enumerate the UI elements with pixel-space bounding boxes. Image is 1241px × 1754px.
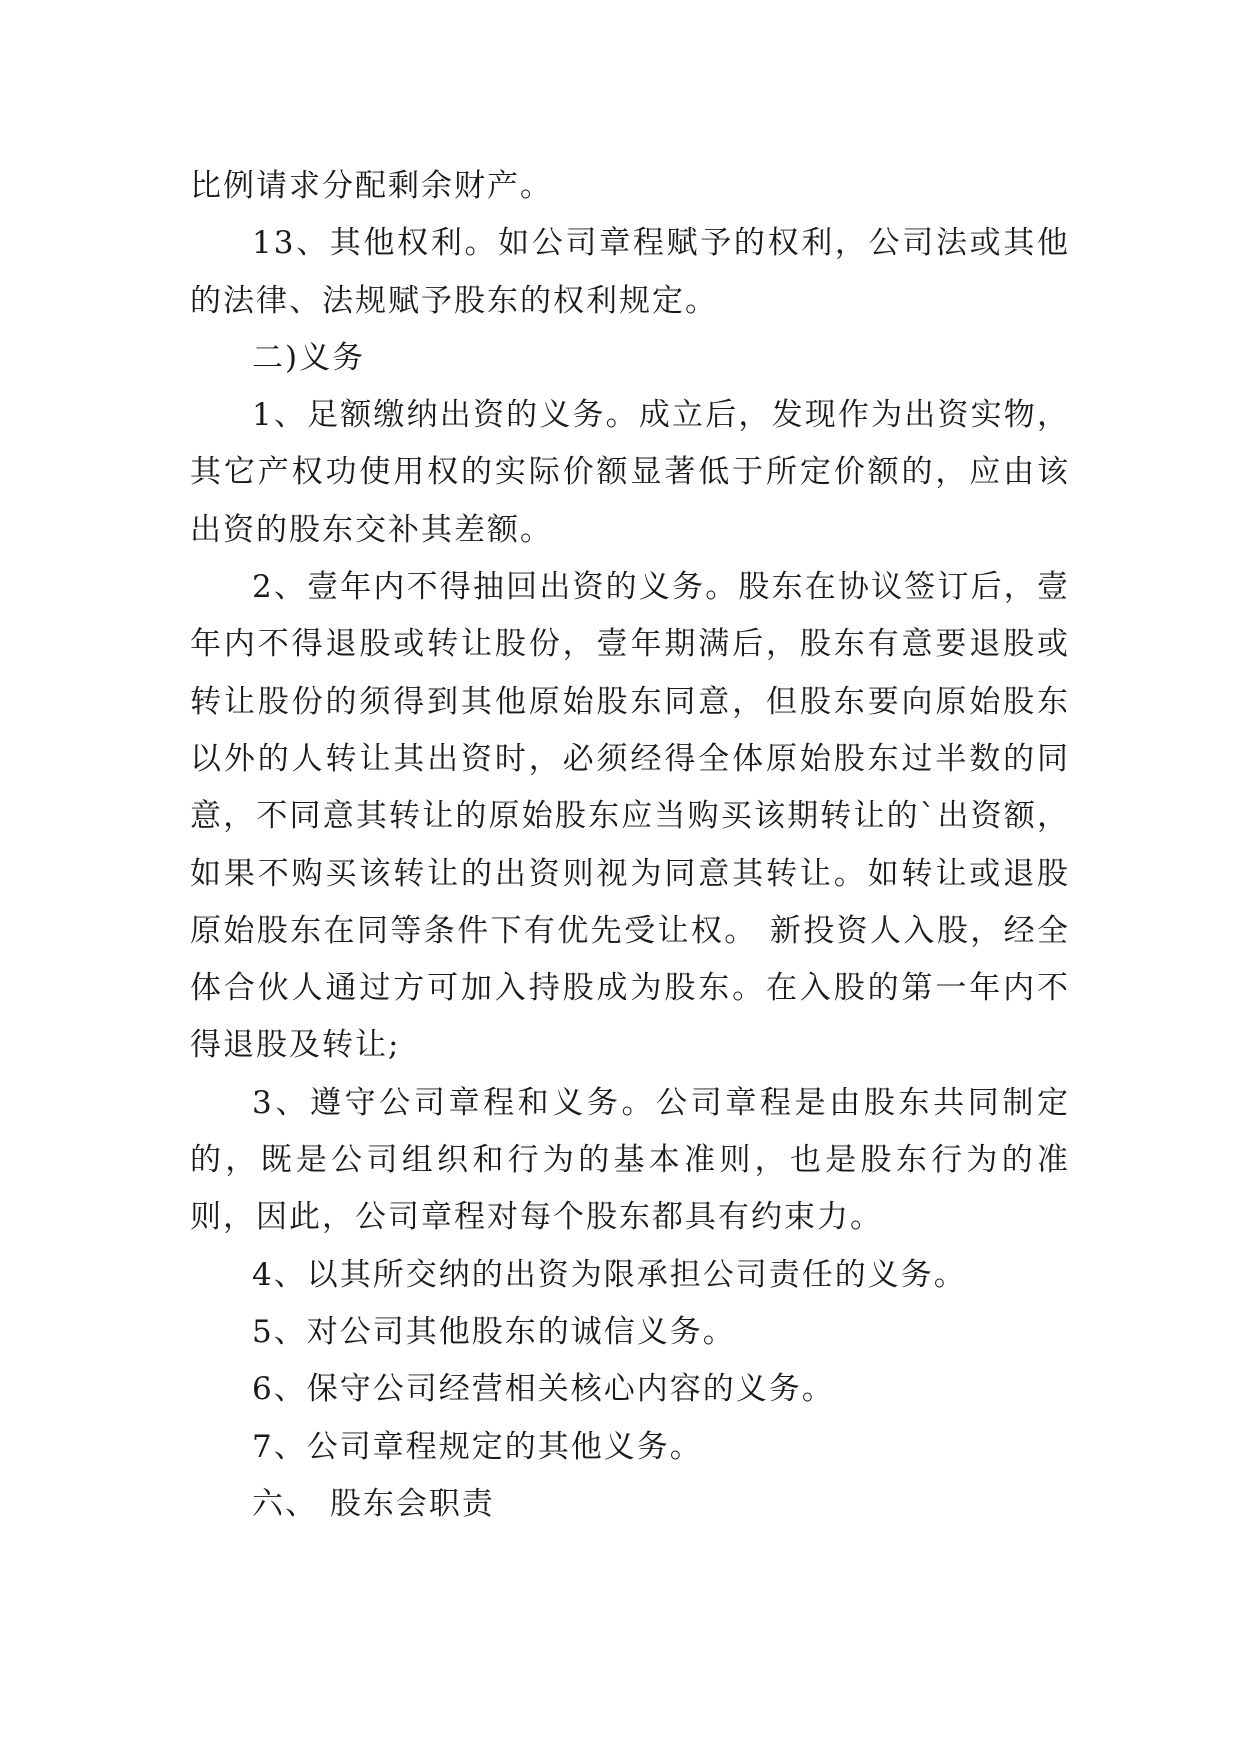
paragraph-no-withdrawal: 2、壹年内不得抽回出资的义务。股东在协议签订后，壹年内不得退股或转让股份，壹年期满后，股东有意要退股或转让股份的须得到其他原始股东同意，但股东要向原始股东以外的人转让其出资时，必须经得全体原始股东过半数的同意，不同意其转让的原始股东应当购买该期转让的`出资额，如果不购买该转让的出资则视为同意其转让。如转让或退股原始股东在同等条件下有优先受让权。 新投资人入股，经全体合伙人通过方可加入持股成为股东。在入股的第一年内不得退股及转让;	[190, 569, 1070, 1064]
paragraph-other-obligations: 7、公司章程规定的其他义务。	[252, 1428, 703, 1465]
section-heading-shareholder-meeting: 六、 股东会职责	[252, 1485, 495, 1522]
paragraph-confidentiality: 6、保守公司经营相关核心内容的义务。	[252, 1371, 835, 1408]
paragraph-remaining-property: 比例请求分配剩余财产。	[190, 168, 553, 204]
paragraph-good-faith: 5、对公司其他股东的诚信义务。	[252, 1313, 736, 1350]
paragraph-capital-contribution: 1、足额缴纳出资的义务。成立后，发现作为出资实物，其它产权功使用权的实际价额显著低于所定价额的，应由该出资的股东交补其差额。	[190, 397, 1070, 548]
document-body	[190, 158, 1070, 1533]
section-heading-obligations: 二)义务	[252, 339, 366, 376]
paragraph-other-rights: 13、其他权利。如公司章程赋予的权利，公司法或其他的法律、法规赋予股东的权利规定。	[190, 225, 1070, 319]
paragraph-articles-compliance: 3、遵守公司章程和义务。公司章程是由股东共同制定的，既是公司组织和行为的基本准则，也是股东行为的准则，因此，公司章程对每个股东都具有约束力。	[190, 1084, 1070, 1236]
paragraph-limited-liability: 4、以其所交纳的出资为限承担公司责任的义务。	[252, 1256, 967, 1293]
